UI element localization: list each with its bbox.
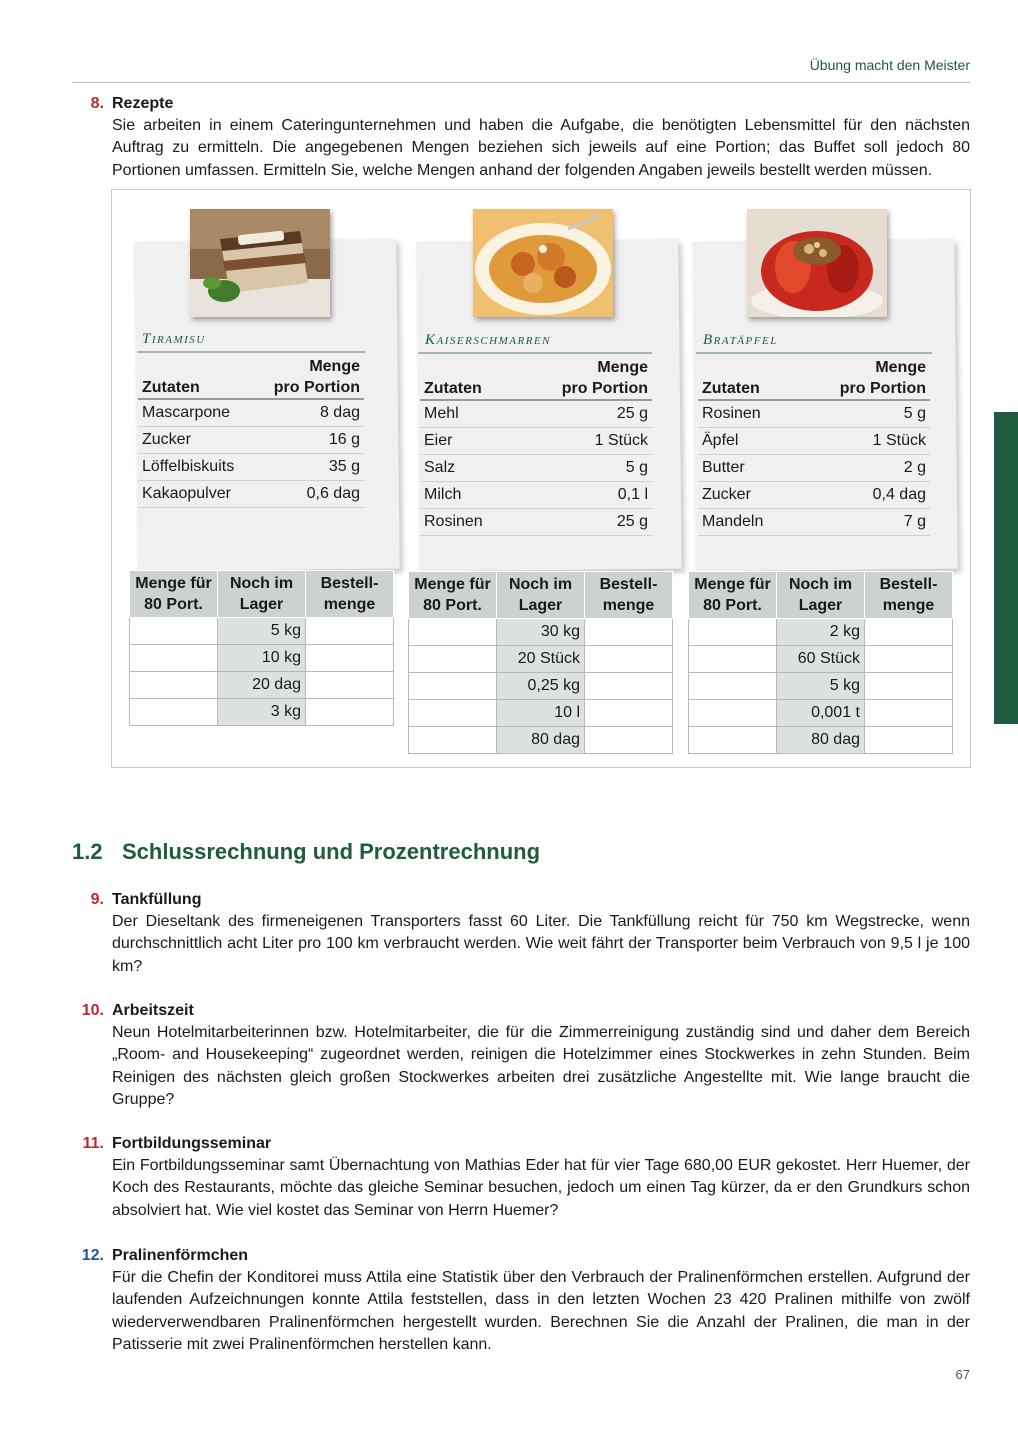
ingredient-row: Milch 0,1 l — [420, 482, 652, 509]
ingredient-row: Zucker 16 g — [138, 427, 364, 454]
answer-cell[interactable] — [130, 618, 218, 645]
exercise-number: 11. — [82, 1135, 104, 1152]
exercise-title: Arbeitszeit — [112, 1002, 194, 1019]
col-zutaten: Zutaten — [138, 356, 254, 399]
answer-cell[interactable] — [865, 700, 953, 727]
ingredient-row: Rosinen 5 g — [698, 400, 930, 428]
calc-row: 30 kg — [409, 619, 673, 646]
answer-cell[interactable] — [409, 619, 497, 646]
answer-cell[interactable] — [306, 699, 394, 726]
ingredient-row: Äpfel 1 Stück — [698, 428, 930, 455]
answer-cell[interactable] — [130, 672, 218, 699]
answer-cell[interactable] — [130, 645, 218, 672]
answer-cell[interactable] — [865, 646, 953, 673]
answer-cell[interactable] — [585, 673, 673, 700]
answer-cell[interactable] — [306, 618, 394, 645]
exercise-text: Für die Chefin der Konditorei muss Attila eine Statistik über den Verbrauch der Pralinenförmchen erstellen. Aufgrund der laufenden Aufzeichnungen konnte Attila feststellen, dass in den letzten Wochen 23 420 Pralinen mithilfe von zwölf wiederverwendbaren Pralinenförmchen hergestellt wurden. Berechnen Sie die Anzahl der Pralinen, die man in der Patisserie mit zwei Pralinenförmchen herstellen kann. — [112, 1269, 970, 1353]
ingredients-table-kaiserschmarren — [420, 357, 652, 536]
recipe-box — [111, 189, 971, 768]
recipe-name-kaiserschmarren: Kaiserschmarren — [425, 332, 551, 348]
calc-row: 20 dag — [130, 672, 394, 699]
calc-row: 80 dag — [409, 727, 673, 754]
ingredients-table-tiramisu — [138, 356, 364, 508]
calc-row: 0,001 t — [689, 700, 953, 727]
ingredient-row: Mehl 25 g — [420, 400, 652, 428]
answer-cell[interactable] — [689, 727, 777, 754]
running-header: Übung macht den Meister — [809, 57, 970, 73]
col-menge-80: Menge für 80 Port. — [409, 572, 497, 619]
ingredient-row: Zucker 0,4 dag — [698, 482, 930, 509]
ingredient-row: Salz 5 g — [420, 455, 652, 482]
exercise-10 — [72, 1000, 970, 1111]
col-zutaten: Zutaten — [420, 357, 516, 400]
exercise-title: Rezepte — [112, 95, 174, 112]
exercise-9 — [72, 889, 970, 978]
col-menge-80: Menge für 80 Port. — [689, 572, 777, 619]
ingredient-row: Eier 1 Stück — [420, 428, 652, 455]
col-bestellmenge: Bestell- menge — [306, 571, 394, 618]
answer-cell[interactable] — [689, 646, 777, 673]
calc-row: 10 l — [409, 700, 673, 727]
answer-cell[interactable] — [865, 673, 953, 700]
answer-cell[interactable] — [689, 673, 777, 700]
calc-row: 3 kg — [130, 699, 394, 726]
answer-cell[interactable] — [585, 619, 673, 646]
calc-row: 20 Stück — [409, 646, 673, 673]
calc-table-kaiserschmarren — [408, 571, 673, 754]
answer-cell[interactable] — [865, 727, 953, 754]
col-menge: Menge pro Portion — [254, 356, 364, 399]
col-menge-80: Menge für 80 Port. — [130, 571, 218, 618]
recipe-name-tiramisu: Tiramisu — [142, 331, 206, 347]
col-lager: Noch im Lager — [218, 571, 306, 618]
exercise-title: Pralinenförmchen — [112, 1247, 249, 1264]
ingredients-table-bratapfel — [698, 357, 930, 536]
calc-row: 80 dag — [689, 727, 953, 754]
exercise-8 — [72, 93, 970, 182]
answer-cell[interactable] — [409, 646, 497, 673]
exercise-text: Neun Hotelmitarbeiterinnen bzw. Hotelmitarbeiter, die für die Zimmerreinigung zuständig sind und daher dem Bereich „Room- and Housekeeping“ zugeordnet werden, reinigen die Hotelzimmer eines Stockwerkes in zehn Stunden. Beim Reinigen des nächsten gleich großen Stockwerkes arbeiten drei zusätzliche Angestellte mit. Wie lange braucht die Gruppe? — [112, 1024, 970, 1108]
exercise-title: Fortbildungsseminar — [112, 1135, 272, 1152]
calc-row: 5 kg — [689, 673, 953, 700]
recipe-name-rule — [696, 352, 932, 354]
col-menge: Menge pro Portion — [796, 357, 930, 400]
col-bestellmenge: Bestell- menge — [585, 572, 673, 619]
header-rule — [72, 82, 970, 83]
answer-cell[interactable] — [409, 700, 497, 727]
col-zutaten: Zutaten — [698, 357, 796, 400]
ingredient-row: Mandeln 7 g — [698, 509, 930, 536]
kaiserschmarren-photo — [473, 209, 613, 317]
bratapfel-photo — [747, 209, 887, 317]
section-title: Schlussrechnung und Prozentrechnung — [122, 839, 541, 864]
ingredient-row: Butter 2 g — [698, 455, 930, 482]
chapter-tab — [994, 412, 1018, 724]
exercise-number: 9. — [90, 891, 104, 908]
ingredient-row: Löffelbiskuits 35 g — [138, 454, 364, 481]
answer-cell[interactable] — [585, 700, 673, 727]
col-bestellmenge: Bestell- menge — [865, 572, 953, 619]
calc-table-bratapfel — [688, 571, 953, 754]
tiramisu-photo — [190, 209, 330, 317]
exercise-number: 8. — [90, 95, 104, 112]
recipe-name-rule — [418, 352, 652, 354]
col-lager: Noch im Lager — [777, 572, 865, 619]
exercise-text: Sie arbeiten in einem Cateringunternehmen und haben die Aufgabe, die benötigten Lebensmittel für den nächsten Auftrag zu ermitteln. Die angegebenen Mengen beziehen sich jeweils auf eine Portion; das Buffet soll jedoch 80 Portionen umfassen. Ermitteln Sie, welche Mengen anhand der folgenden Angaben jeweils bestellt werden müssen. — [112, 117, 970, 179]
page-number: 67 — [955, 1367, 970, 1382]
calc-row: 60 Stück — [689, 646, 953, 673]
section-heading — [72, 839, 540, 865]
answer-cell[interactable] — [409, 727, 497, 754]
calc-row: 10 kg — [130, 645, 394, 672]
calc-row: 2 kg — [689, 619, 953, 646]
exercise-text: Der Dieseltank des firmeneigenen Transporters fasst 60 Liter. Die Tankfüllung reicht für 750 km Wegstrecke, wenn durchschnittlich acht Liter pro 100 km verbraucht werden. Wie weit fährt der Transporter beim Verbrauch von 9,5 l je 100 km? — [112, 913, 970, 975]
exercise-number: 12. — [81, 1247, 104, 1264]
section-number: 1.2 — [72, 839, 103, 864]
exercise-title: Tankfüllung — [112, 891, 202, 908]
calc-table-tiramisu — [129, 570, 394, 726]
exercise-12 — [72, 1245, 970, 1356]
answer-cell[interactable] — [130, 699, 218, 726]
calc-row: 5 kg — [130, 618, 394, 645]
col-lager: Noch im Lager — [497, 572, 585, 619]
col-menge: Menge pro Portion — [516, 357, 652, 400]
ingredient-row: Mascarpone 8 dag — [138, 399, 364, 427]
exercise-number: 10. — [81, 1002, 104, 1019]
answer-cell[interactable] — [306, 645, 394, 672]
recipe-name-rule — [137, 351, 365, 353]
answer-cell[interactable] — [689, 619, 777, 646]
exercise-text: Ein Fortbildungsseminar samt Übernachtung von Mathias Eder hat für vier Tage 680,00 EUR gekostet. Herr Huemer, der Koch des Restaurants, möchte das gleiche Seminar besuchen, jedoch um einen Tag kürzer, da er den Grundkurs schon absolviert hat. Wie viel kostet das Seminar von Herrn Huemer? — [112, 1157, 970, 1219]
calc-row: 0,25 kg — [409, 673, 673, 700]
answer-cell[interactable] — [585, 727, 673, 754]
answer-cell[interactable] — [865, 619, 953, 646]
ingredient-row: Kakaopulver 0,6 dag — [138, 481, 364, 508]
answer-cell[interactable] — [306, 672, 394, 699]
answer-cell[interactable] — [585, 646, 673, 673]
answer-cell[interactable] — [689, 700, 777, 727]
exercise-11 — [72, 1133, 970, 1222]
recipe-name-bratapfel: Bratäpfel — [703, 332, 778, 348]
answer-cell[interactable] — [409, 673, 497, 700]
ingredient-row: Rosinen 25 g — [420, 509, 652, 536]
